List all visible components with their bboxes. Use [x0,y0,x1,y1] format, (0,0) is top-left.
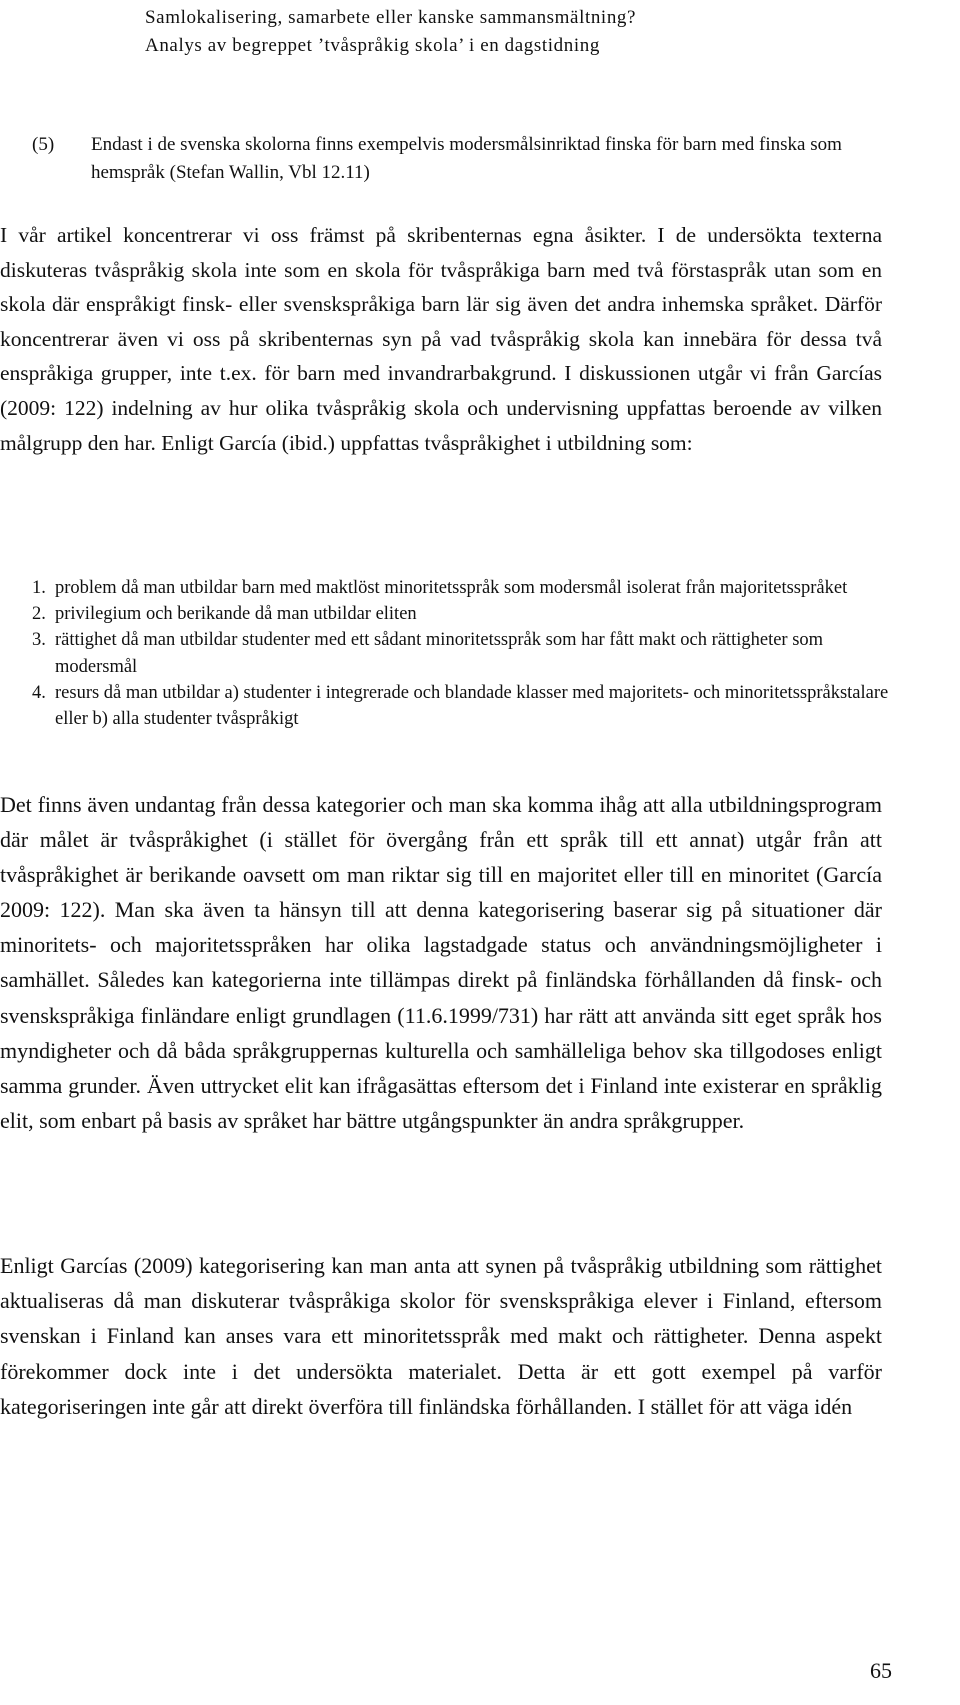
example-quote [32,131,892,187]
list-item-number: 1. [32,578,46,598]
list-item [32,680,892,732]
example-number: (5) [32,134,55,155]
list-item [32,601,892,627]
header-line-1: Samlokalisering, samarbete eller kanske sammansmältning? [145,7,637,28]
list-item-number: 2. [32,604,46,625]
definition-list [32,575,892,732]
list-item-number: 4. [32,682,46,703]
header-line-2: Analys av begreppet ’tvåspråkig skola’ i en dagstidning [145,35,600,56]
list-item-text: problem då man utbildar barn med maktlöst minoritetsspråk som modersmål isolerat från majoritetsspråket [55,578,848,598]
list-item [32,575,892,601]
running-header [145,4,636,60]
list-item [32,627,892,679]
paragraph-1: I vår artikel koncentrerar vi oss främst på skribenternas egna åsikter. I de undersökta texterna diskuteras tvåspråkig skola inte som en skola för tvåspråkiga barn med två förstaspråk utan som en skola där enspråkigt finsk- eller svenskspråkiga barn lär sig även det andra inhemska språket. Därför koncentrerar även vi oss på skribenternas syn på vad tvåspråkig skola kan innebära för dessa två enspråkiga grupper, inte t.ex. för barn med invandrarbakgrund. I diskussionen utgår vi från Garcías (2009: 122) indelning av hur olika tvåspråkig skola och undervisning uppfattas beroende av vilken målgrupp den har. Enligt García (ibid.) uppfattas tvåspråkighet i utbildning som: [0,223,882,455]
list-item-text: rättighet då man utbildar studenter med ett sådant minoritetsspråk som har fått makt och rättigheter som modersmål [55,630,824,677]
list-item-number: 3. [32,630,46,651]
list-item-text: resurs då man utbildar a) studenter i integrerade och blandade klasser med majoritets- och minoritetsspråkstalare eller b) alla studenter tvåspråkigt [55,682,889,730]
list-item-text: privilegium och berikande då man utbildar eliten [55,604,417,625]
example-text: Endast i de svenska skolorna finns exempelvis modersmålsinriktad finska för barn med finska som hemspråk (Stefan Wallin, Vbl 12.11) [91,134,842,183]
paragraph-3: Enligt Garcías (2009) kategorisering kan man anta att synen på tvåspråkig utbildning som rättighet aktualiseras då man diskuterar tvåspråkiga skolor för svenskspråkiga elever i Finland, eftersom svenskan i Finland kan anses vara ett minoritetsspråk med makt och rättigheter. Denna aspekt förekommer dock inte i det undersökta materialet. Detta är ett gott exempel på varför kategoriseringen inte går att direkt överföra till finländska förhållanden. I stället för att väga idén [0,1253,882,1419]
paragraph-2: Det finns även undantag från dessa kategorier och man ska komma ihåg att alla utbildningsprogram där målet är tvåspråkighet (i stället för övergång från ett språk till ett annat) utgår från att tvåspråkighet är berikande oavsett om man riktar sig till en majoritet eller till en minoritet (García 2009: 122). Man ska även ta hänsyn till att denna kategorisering baserar sig på situationer där minoritets- och majoritetsspråken har olika lagstadgade status och användningsmöjligheter i samhället. Således kan kategorierna inte tillämpas direkt på finländska förhållanden då finsk- och svenskspråkiga finländare enligt grundlagen (11.6.1999/731) har rätt att använda sitt eget språk hos myndigheter och då båda språkgruppernas kulturella och samhälleliga behov ska tillgodoses enligt samma grunder. Även uttrycket elit kan ifrågasättas eftersom det i Finland inte existerar en språklig elit, som enbart på basis av språket har bättre utgångspunkter än andra språkgrupper. [0,792,882,1133]
page-number: 65 [870,1658,892,1683]
